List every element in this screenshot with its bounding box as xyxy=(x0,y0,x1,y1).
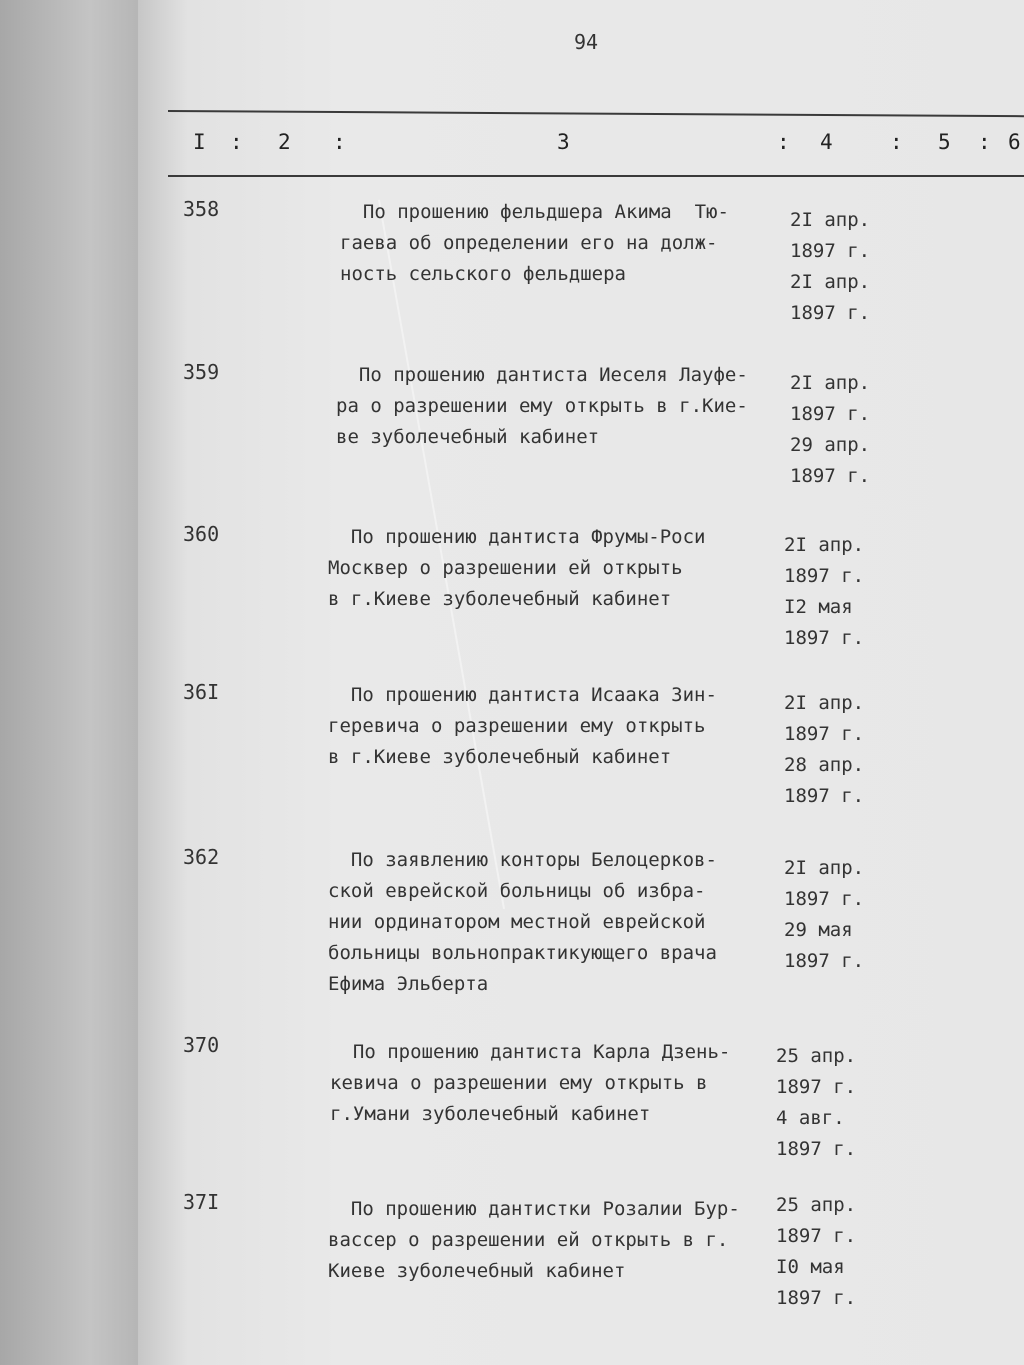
description-line: Москвер о разрешении ей открыть xyxy=(328,557,683,579)
description-line: Ефима Эльберта xyxy=(328,973,489,995)
description-line: гаева об определении его на долж- xyxy=(340,232,718,254)
date-line: 1897 г. xyxy=(784,565,865,587)
entry-dates xyxy=(784,530,864,654)
description-line: По прошению дантиста Карла Дзень- xyxy=(330,1041,731,1063)
date-line: 1897 г. xyxy=(790,240,871,262)
entry-description xyxy=(330,1037,780,1130)
description-line: ность сельского фельдшера xyxy=(340,263,626,285)
entry-number: 358 xyxy=(183,197,220,221)
date-line: 2I апр. xyxy=(790,271,871,293)
description-line: вассер о разрешении ей открыть в г. xyxy=(328,1229,729,1251)
date-line: 1897 г. xyxy=(790,403,871,425)
date-line: 1897 г. xyxy=(776,1138,857,1160)
description-line: геревича о разрешении ему открыть xyxy=(328,715,706,737)
date-line: 28 апр. xyxy=(784,754,865,776)
date-line: 1897 г. xyxy=(784,950,865,972)
date-line: I0 мая xyxy=(776,1256,845,1278)
entry-number: 370 xyxy=(183,1033,220,1057)
description-line: По прошению дантиста Иеселя Лауфе- xyxy=(336,364,748,386)
date-line: 2I апр. xyxy=(790,209,871,231)
date-line: 2I апр. xyxy=(784,692,865,714)
date-line: 25 апр. xyxy=(776,1045,857,1067)
description-line: больницы вольнопрактикующего врача xyxy=(328,942,717,964)
date-line: 1897 г. xyxy=(784,627,865,649)
column-header-4: 4 xyxy=(820,130,833,154)
description-line: ве зуболечебный кабинет xyxy=(336,426,600,448)
entry-number: 36I xyxy=(183,680,220,704)
column-header-2: 2 xyxy=(278,130,291,154)
column-header-1: I xyxy=(193,130,206,154)
description-line: По прошению дантистки Розалии Бур- xyxy=(328,1198,740,1220)
entry-dates xyxy=(790,368,870,492)
date-line: 29 мая xyxy=(784,919,853,941)
description-line: По прошению дантиста Фрумы-Роси xyxy=(328,526,706,548)
entry-dates xyxy=(776,1041,856,1165)
entry-dates xyxy=(784,688,864,812)
description-line: По прошению фельдшера Акима Тю- xyxy=(340,201,729,223)
column-separator: : xyxy=(978,130,991,154)
entry-description xyxy=(336,360,806,453)
column-header-3: 3 xyxy=(557,130,570,154)
description-line: По прошению дантиста Исаака Зин- xyxy=(328,684,717,706)
date-line: 2I апр. xyxy=(790,372,871,394)
date-line: 1897 г. xyxy=(784,723,865,745)
date-line: 1897 г. xyxy=(784,888,865,910)
description-line: нии ординатором местной еврейской xyxy=(328,911,706,933)
description-line: г.Умани зуболечебный кабинет xyxy=(330,1103,651,1125)
description-line: Киеве зуболечебный кабинет xyxy=(328,1260,626,1282)
column-header-5: 5 xyxy=(938,130,951,154)
description-line: ской еврейской больницы об избра- xyxy=(328,880,706,902)
column-separator: : xyxy=(333,130,346,154)
description-line: в г.Киеве зуболечебный кабинет xyxy=(328,588,672,610)
header-bottom-rule xyxy=(168,175,1024,177)
date-line: 2I апр. xyxy=(784,534,865,556)
date-line: 1897 г. xyxy=(776,1076,857,1098)
entry-dates xyxy=(790,205,870,329)
date-line: 1897 г. xyxy=(784,785,865,807)
entry-dates xyxy=(776,1190,856,1314)
date-line: 1897 г. xyxy=(776,1287,857,1309)
date-line: 2I апр. xyxy=(784,857,865,879)
previous-page-edge xyxy=(0,0,150,1365)
entry-number: 362 xyxy=(183,845,220,869)
description-line: По заявлению конторы Белоцерков- xyxy=(328,849,717,871)
column-separator: : xyxy=(777,130,790,154)
description-line: в г.Киеве зуболечебный кабинет xyxy=(328,746,672,768)
column-separator: : xyxy=(890,130,903,154)
description-line: кевича о разрешении ему открыть в xyxy=(330,1072,708,1094)
date-line: 25 апр. xyxy=(776,1194,857,1216)
entry-dates xyxy=(784,853,864,977)
entry-number: 359 xyxy=(183,360,220,384)
date-line: 1897 г. xyxy=(776,1225,857,1247)
entry-description xyxy=(328,1194,788,1287)
entry-number: 37I xyxy=(183,1190,220,1214)
column-header-6: 6 xyxy=(1008,130,1021,154)
date-line: 29 апр. xyxy=(790,434,871,456)
entry-description xyxy=(328,845,778,1000)
date-line: I2 мая xyxy=(784,596,853,618)
description-line: ра о разрешении ему открыть в г.Кие- xyxy=(336,395,748,417)
date-line: 1897 г. xyxy=(790,302,871,324)
entry-number: 360 xyxy=(183,522,220,546)
entry-description xyxy=(328,522,778,615)
column-separator: : xyxy=(230,130,243,154)
date-line: 4 авг. xyxy=(776,1107,845,1129)
entry-description xyxy=(328,680,778,773)
entry-description xyxy=(340,197,790,290)
page-number: 94 xyxy=(574,30,599,54)
date-line: 1897 г. xyxy=(790,465,871,487)
